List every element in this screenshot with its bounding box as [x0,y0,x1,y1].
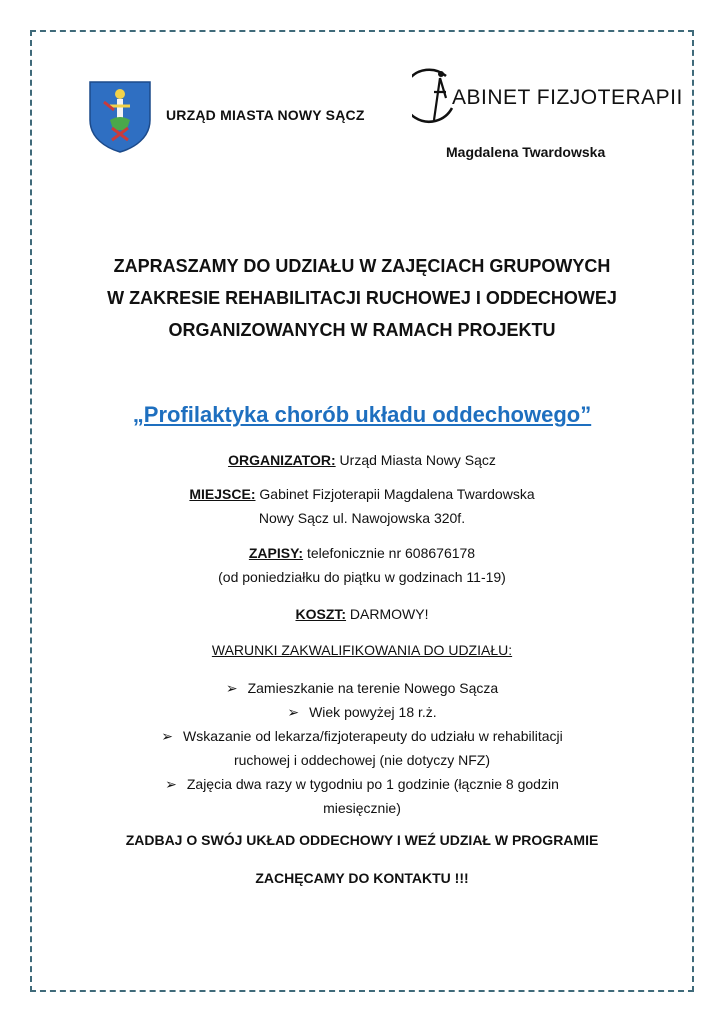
signup-hours: (od poniedziałku do piątku w godzinach 11-19) [218,569,506,585]
heading-line: ORGANIZOWANYCH W RAMACH PROJEKTU [168,320,556,340]
invitation-heading [0,250,724,346]
list-item [0,724,724,772]
organizer-line [0,448,724,472]
list-item [0,772,724,820]
condition-text: Wiek powyżej 18 r.ż. [309,704,437,720]
signup-line [0,541,724,565]
place-address: Nowy Sącz ul. Nawojowska 320f. [258,510,466,526]
arrow-bullet-icon: ➢ [165,776,177,792]
city-office-name: URZĄD MIASTA NOWY SĄCZ [166,107,365,123]
signup-label: ZAPISY: [248,545,304,561]
condition-text: miesięcznie) [323,800,401,816]
cost-label: KOSZT: [295,606,347,622]
list-item [0,700,724,724]
heading-line: ZAPRASZAMY DO UDZIAŁU W ZAJĘCIACH GRUPOWYCH [113,256,611,276]
arrow-bullet-icon: ➢ [161,728,173,744]
condition-text: Zajęcia dwa razy w tygodniu po 1 godzinie (łącznie 8 godzin [186,776,559,792]
owner-name: Magdalena Twardowska [446,144,606,160]
signup-value: telefonicznie nr 608676178 [303,545,476,561]
condition-text: Wskazanie od lekarza/fizjoterapeuty do udziału w rehabilitacji [182,728,563,744]
condition-text: ruchowej i oddechowej (nie dotyczy NFZ) [233,752,490,768]
place-value: Gabinet Fizjoterapii Magdalena Twardowska [255,486,535,502]
organizer-value: Urząd Miasta Nowy Sącz [335,452,496,468]
logo-wordmark: ABINET FIZJOTERAPII [452,86,683,109]
project-title: „Profilaktyka chorób układu oddechowego” [132,402,592,427]
city-crest-icon [88,80,152,154]
conditions-list [0,676,724,820]
conditions-heading: WARUNKI ZAKWALIFIKOWANIA DO UDZIAŁU: [211,642,513,658]
organizer-label: ORGANIZATOR: [228,452,336,468]
heading-line: W ZAKRESIE REHABILITACJI RUCHOWEJ I ODDECHOWEJ [107,288,617,308]
condition-text: Zamieszkanie na terenie Nowego Sącza [247,680,499,696]
place-label: MIEJSCE: [189,486,256,502]
cost-line [0,602,724,626]
contact-encouragement: ZACHĘCAMY DO KONTAKTU !!! [255,870,469,886]
place-line [0,482,724,506]
cost-value: DARMOWY! [346,606,429,622]
arrow-bullet-icon: ➢ [287,704,300,720]
list-item [0,676,724,700]
arrow-bullet-icon: ➢ [225,680,238,696]
program-call-to-action: ZADBAJ O SWÓJ UKŁAD ODDECHOWY I WEŹ UDZIAŁ W PROGRAMIE [125,832,599,848]
